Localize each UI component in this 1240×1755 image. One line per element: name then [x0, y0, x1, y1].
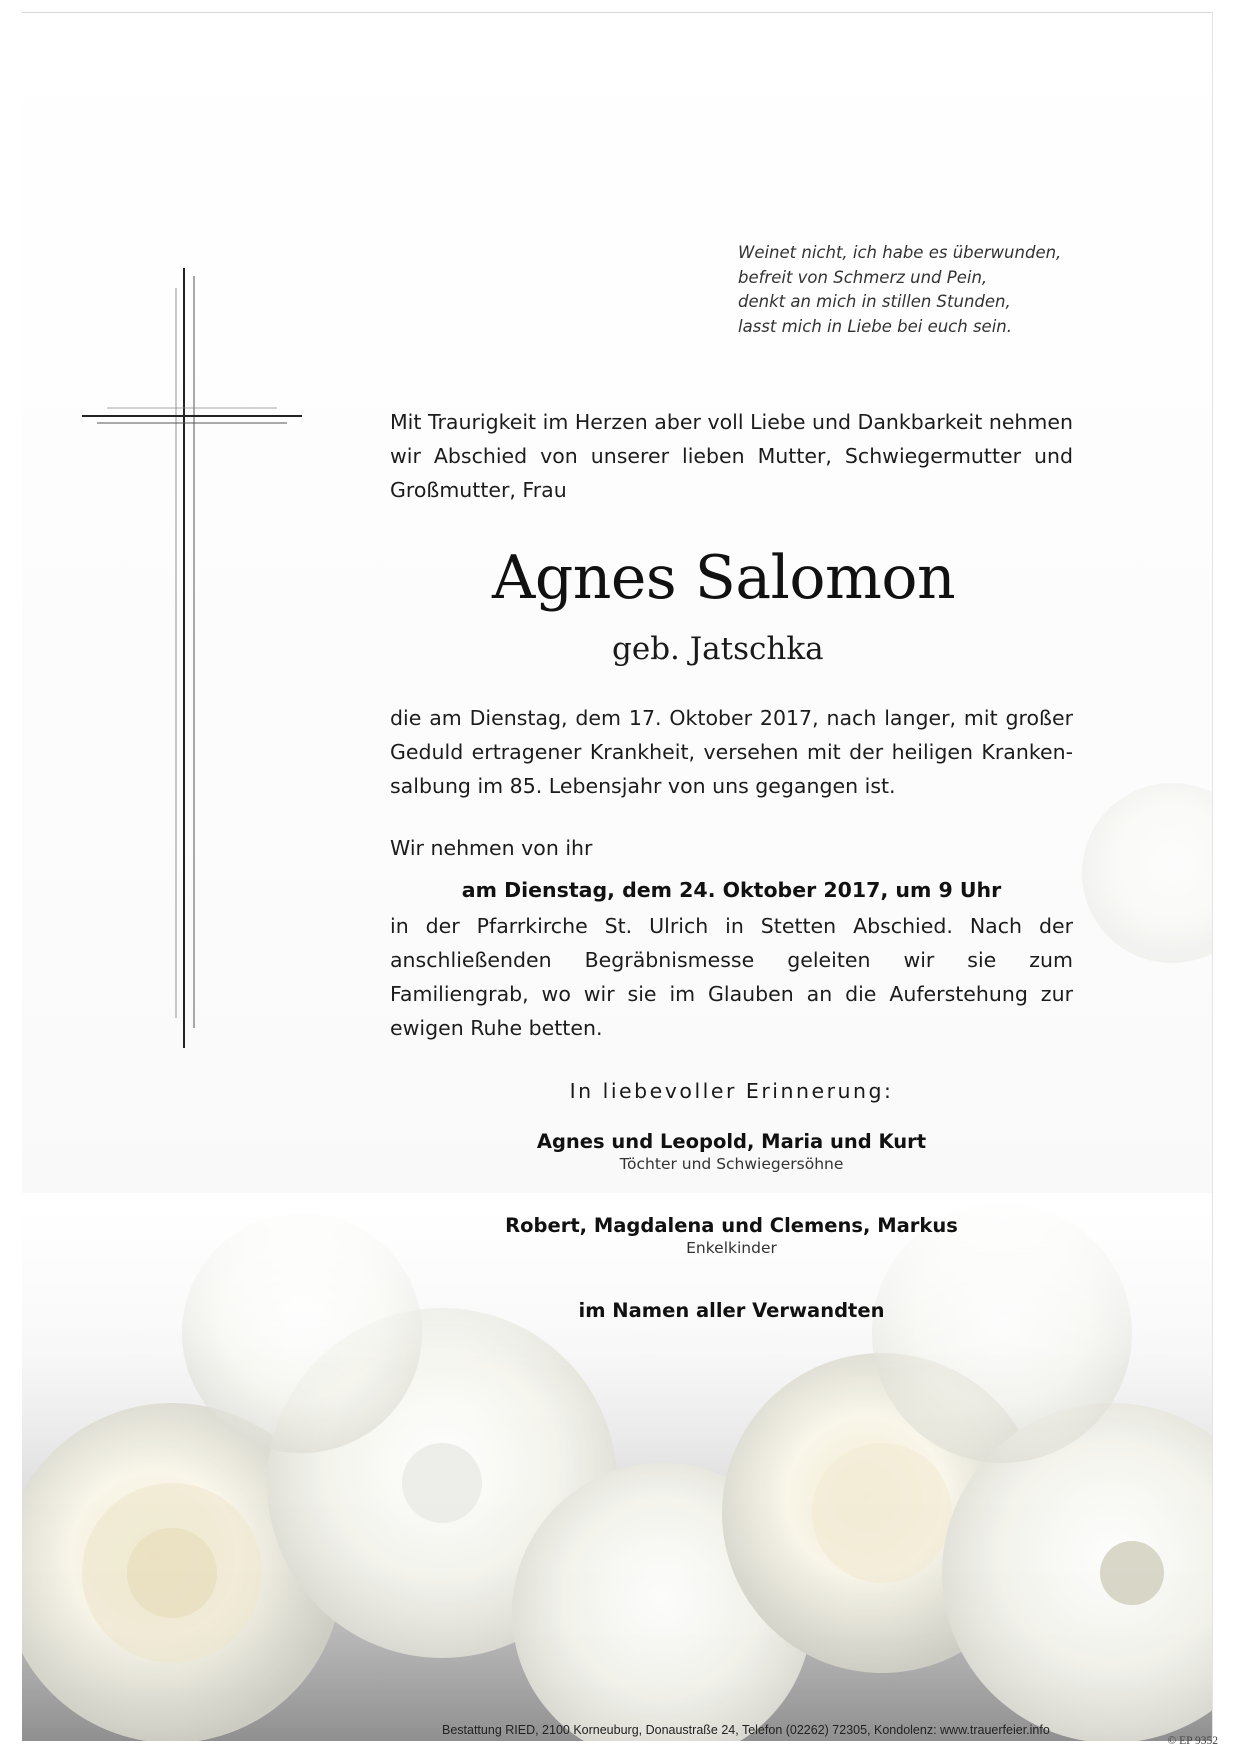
death-notice-paragraph: die am Dienstag, dem 17. Oktober 2017, nach langer, mit großer Geduld ertragener Krankheit, versehen mit der heiligen Krankensalbung im 85. Lebensjahr von uns gegangen ist. — [390, 706, 1073, 798]
memorial-poem — [738, 241, 1118, 339]
mourner-relation: Töchter und Schwiegersöhne — [619, 1155, 844, 1173]
mourner-group — [390, 1213, 1073, 1257]
intro-paragraph: Mit Traurigkeit im Herzen aber voll Liebe und Dankbarkeit nehmen wir Abschied von unserer lieben Mutter, Schwiegermutter und Großmutter, Frau — [390, 410, 1073, 502]
mourner-relation: Enkelkinder — [686, 1239, 777, 1257]
farewell-intro: Wir nehmen von ihr — [390, 836, 593, 860]
obituary-sheet — [22, 12, 1213, 1741]
funeral-home-footer: Bestattung RIED, 2100 Korneuburg, Donaustraße 24, Telefon (02262) 72305, Kondolenz: www.trauerfeier.info — [442, 1723, 1050, 1737]
template-code: © EP 9352 — [1167, 1735, 1218, 1747]
funeral-location-paragraph: in der Pfarrkirche St. Ulrich in Stetten Abschied. Nach der anschließenden Begräbnismesse geleiten wir sie zum Familiengrab, wo wir sie im Glauben an die Auferstehung zur ewigen Ruhe betten. — [390, 914, 1073, 1040]
closing-line: im Namen aller Verwandten — [578, 1299, 885, 1322]
funeral-date: am Dienstag, dem 24. Oktober 2017, um 9 Uhr — [461, 878, 1002, 902]
poem-line: lasst mich in Liebe bei euch sein. — [738, 316, 1012, 336]
mourner-group — [390, 1129, 1073, 1173]
poem-line: denkt an mich in stillen Stunden, — [738, 292, 1011, 311]
memory-heading: In liebevoller Erinnerung: — [569, 1079, 894, 1103]
maiden-name: geb. Jatschka — [612, 631, 824, 667]
mourner-names: Robert, Magdalena und Clemens, Markus — [505, 1214, 958, 1237]
cross-icon — [82, 268, 302, 1068]
deceased-name: Agnes Salomon — [492, 543, 956, 613]
poem-line: Weinet nicht, ich habe es überwunden, — [738, 243, 1062, 262]
mourner-names: Agnes und Leopold, Maria und Kurt — [536, 1130, 927, 1153]
poem-line: befreit von Schmerz und Pein, — [738, 267, 988, 287]
